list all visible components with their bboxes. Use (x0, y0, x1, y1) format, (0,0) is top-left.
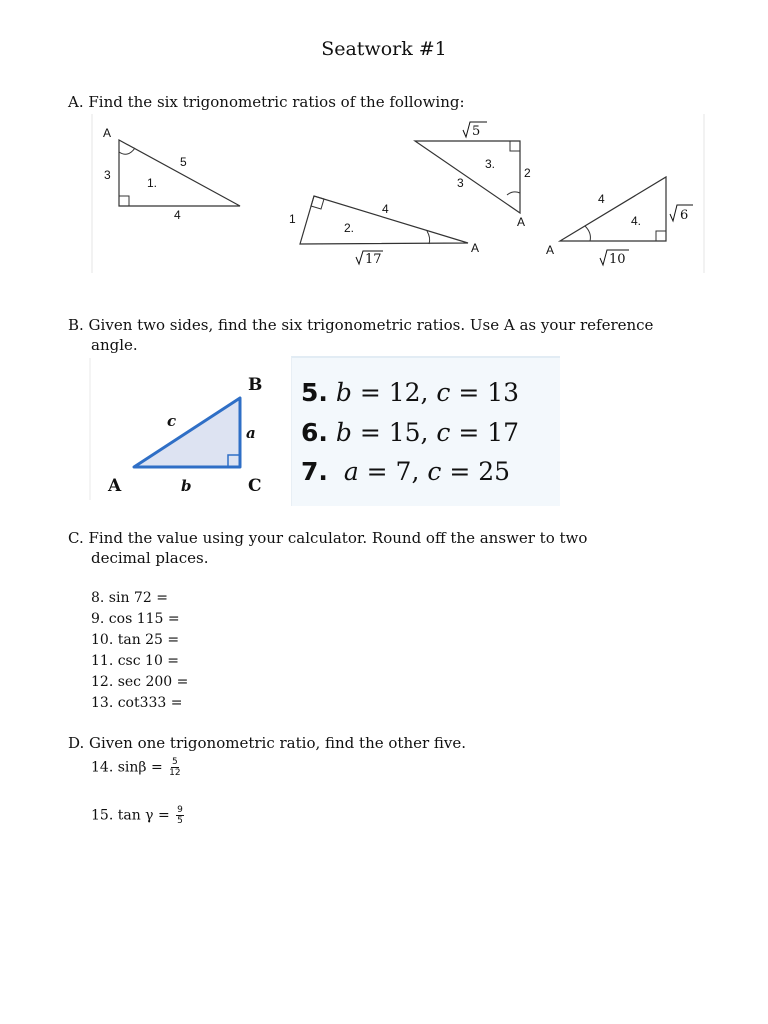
section-c-prompt: C. Find the value using your calculator. Round off the answer to two (68, 529, 588, 547)
triangle-1-vertex: A (103, 126, 112, 140)
triangle-3-vertex: A (517, 215, 526, 229)
triangle-1-side: 4 (174, 208, 181, 222)
reference-triangle (88, 356, 284, 502)
side-c-label: c (167, 412, 177, 430)
problem-7: 7. a = 7, c = 25 (301, 457, 511, 486)
triangle-3-side: 2 (524, 166, 531, 180)
triangle-4-vertex: A (546, 243, 555, 257)
triangle-4 (546, 177, 693, 267)
side-b-label: b (181, 477, 192, 495)
triangle-4-side: 4 (598, 192, 605, 206)
triangle-3-side: 3 (457, 176, 464, 190)
vertex-c-label: C (248, 476, 262, 496)
triangle-1-side: 5 (180, 155, 187, 169)
triangle-3 (415, 122, 531, 229)
triangle-1-side: 3 (104, 168, 111, 182)
problem-10: 10. tan 25 = (91, 632, 180, 648)
triangle-2-number: 2. (344, 221, 355, 235)
triangle-3-side: 5 (472, 124, 481, 139)
triangle-1 (103, 126, 240, 222)
triangle-2-side: 4 (382, 202, 389, 216)
problem-9: 9. cos 115 = (91, 611, 180, 627)
triangle-2-vertex: A (471, 241, 480, 255)
section-a-prompt: A. Find the six trigonometric ratios of the following: (68, 93, 465, 111)
problem-15: 15. tan γ = $\frac{9}{5}$ (91, 805, 183, 826)
side-a-label: a (246, 424, 256, 442)
calculator-items (91, 588, 188, 714)
problem-12: 12. sec 200 = (91, 674, 189, 690)
triangle-4-number: 4. (631, 214, 642, 228)
triangle-4-side: 10 (609, 252, 626, 267)
page-title: Seatwork #1 (321, 38, 447, 60)
problem-8: 8. sin 72 = (91, 590, 168, 606)
problem-11: 11. csc 10 = (91, 653, 180, 669)
triangle-4-side: 6 (680, 208, 689, 223)
section-b-prompt: B. Given two sides, find the six trigonometric ratios. Use A as your reference (68, 316, 654, 334)
section-a-figures (0, 0, 768, 290)
section-b-prompt-cont: angle. (91, 336, 138, 354)
problem-13: 13. cot333 = (91, 695, 183, 711)
section-d-prompt: D. Given one trigonometric ratio, find the other five. (68, 734, 467, 752)
triangle-2-side: 1 (289, 212, 296, 226)
problem-14: 14. sinβ = $\frac{5}{12}$ (91, 757, 181, 778)
vertex-b-label: B (248, 375, 263, 395)
given-sides-panel (291, 356, 560, 506)
vertex-a-label: A (108, 476, 122, 496)
triangle-2-side: 17 (365, 252, 382, 267)
section-c-prompt-cont: decimal places. (91, 549, 209, 567)
triangle-1-number: 1. (147, 176, 158, 190)
triangle-3-number: 3. (485, 157, 496, 171)
triangle-2 (289, 196, 479, 267)
problem-5: 5. b = 12, c = 13 (301, 378, 520, 407)
problem-6: 6. b = 15, c = 17 (301, 418, 520, 447)
